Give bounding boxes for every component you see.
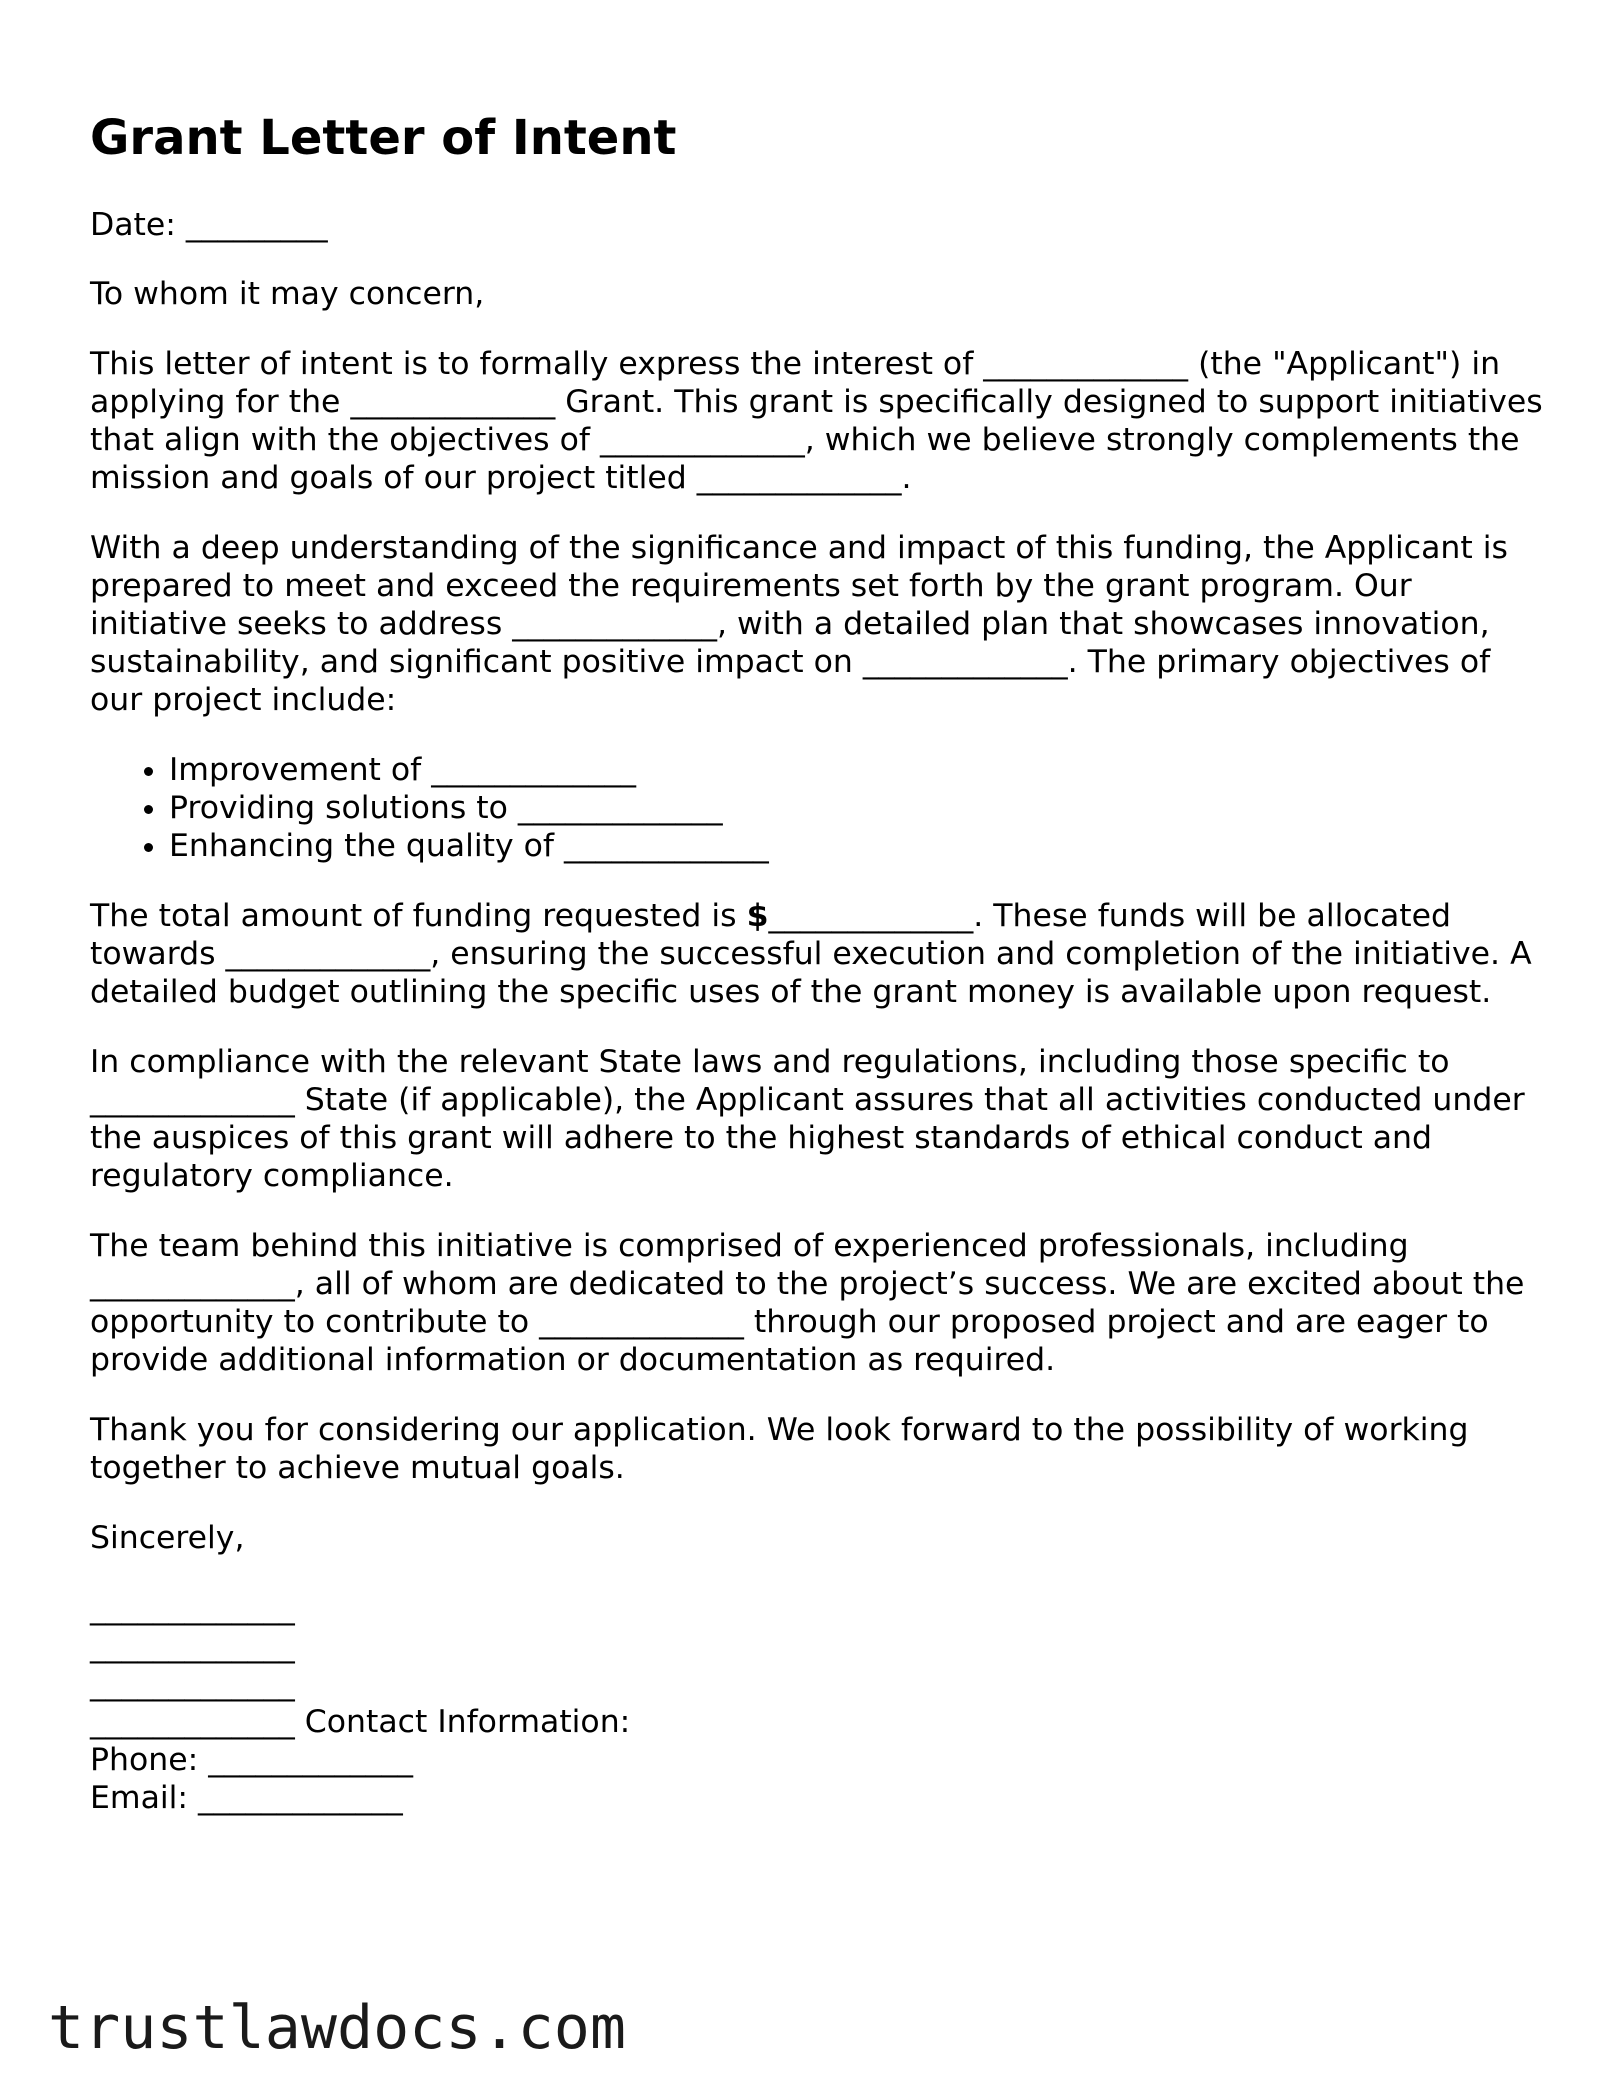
funding-paragraph <box>90 897 1550 1011</box>
signature-line: _____________ <box>90 1590 295 1626</box>
list-item: • Improvement of _____________ <box>169 751 1550 789</box>
list-item: • Providing solutions to _____________ <box>169 789 1550 827</box>
objectives-list <box>90 751 1550 865</box>
phone-line: Phone: _____________ <box>90 1742 413 1778</box>
funding-intro-text: The total amount of funding requested is <box>90 898 747 934</box>
contact-information-line: _____________ Contact Information: <box>90 1704 631 1740</box>
team-paragraph: The team behind this initiative is comprised of experienced professionals, including _____________, all of whom are dedicated to the project’s success. We are excited about the opportunity to contribute to _____________ through our proposed project and are eager to provide additional information or documentation as required. <box>90 1228 1525 1378</box>
date-line: Date: _________ <box>90 207 328 243</box>
signature-block <box>90 1589 1550 1817</box>
compliance-paragraph: In compliance with the relevant State laws and regulations, including those specific to _____________ State (if applicable), the Applicant assures that all activities conducted under the auspices of this grant will adhere to the highest standards of ethical conduct and regulatory compliance. <box>90 1044 1525 1194</box>
greeting: To whom it may concern, <box>90 276 485 312</box>
thank-you-paragraph: Thank you for considering our application. We look forward to the possibility of working together to achieve mutual goals. <box>90 1412 1469 1486</box>
signature-line: _____________ <box>90 1666 295 1702</box>
signature-line: _____________ <box>90 1628 295 1664</box>
list-item: • Enhancing the quality of _____________ <box>169 827 1550 865</box>
funding-rest-text: _____________. These funds will be allocated towards _____________, ensuring the successful execution and completion of the initiative. A detailed budget outlining the specific uses of the grant money is available upon request. <box>90 898 1532 1010</box>
initiative-paragraph: With a deep understanding of the significance and impact of this funding, the Applicant is prepared to meet and exceed the requirements set forth by the grant program. Our initiative seeks to address _____________, with a detailed plan that showcases innovation, sustainability, and significant positive impact on _____________. The primary objectives of our project include: <box>90 530 1508 718</box>
intro-paragraph: This letter of intent is to formally express the interest of _____________ (the "Applicant") in applying for the _____________ Grant. This grant is specifically designed to support initiatives that align with the objectives of _____________, which we believe strongly complements the mission and goals of our project titled _____________. <box>90 346 1543 496</box>
closing: Sincerely, <box>90 1520 245 1556</box>
letter-page <box>90 108 1550 1817</box>
document-title: Grant Letter of Intent <box>90 110 677 166</box>
currency-symbol: $ <box>746 898 769 934</box>
watermark: trustlawdocs.com <box>48 1993 626 2063</box>
email-line: Email: _____________ <box>90 1780 403 1816</box>
